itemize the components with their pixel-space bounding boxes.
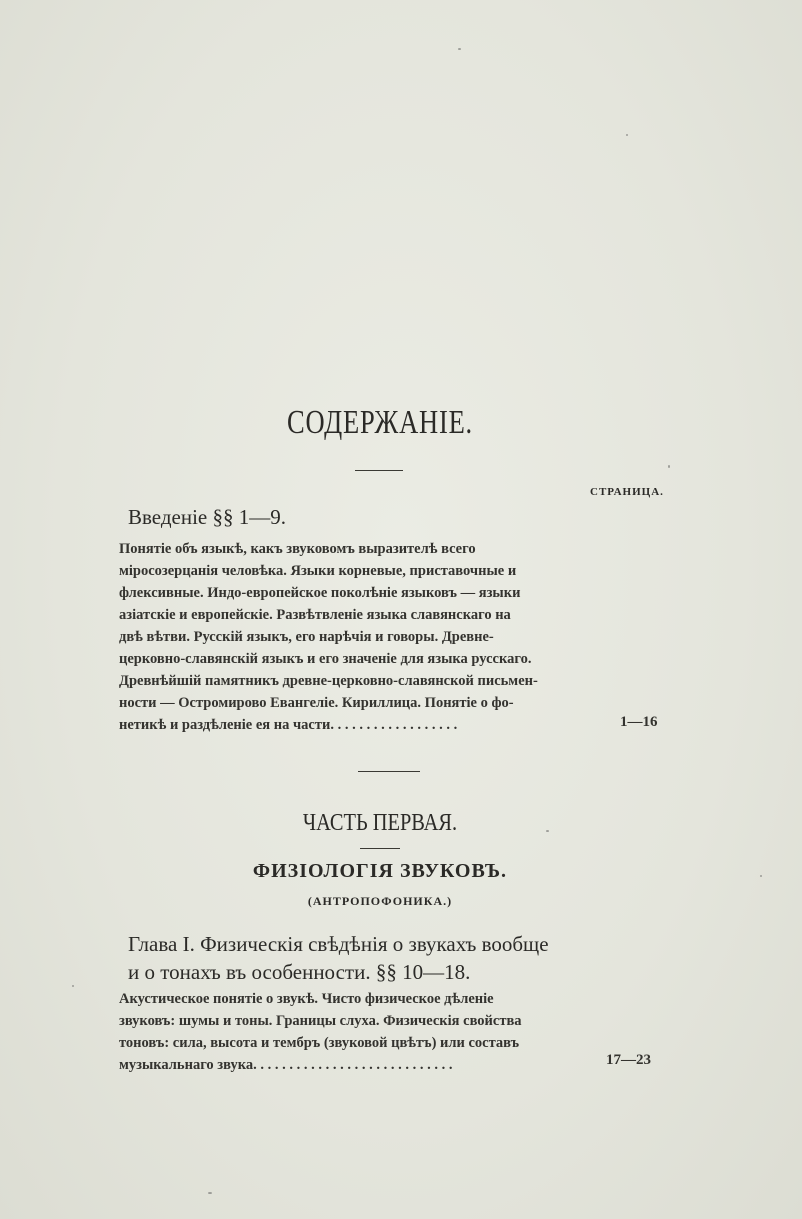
introduction-heading: Введеніе §§ 1—9. xyxy=(128,505,286,529)
page-column-label: СТРАНИЦА. xyxy=(590,486,664,498)
section-rule xyxy=(358,771,420,772)
title-rule xyxy=(355,470,403,471)
introduction-line: флексивные. Индо-европейское поколѣніе языковъ — языки xyxy=(119,585,521,601)
part-title-rule xyxy=(360,848,400,849)
introduction-text xyxy=(119,538,538,736)
introduction-line: двѣ вѣтви. Русскій языкъ, его нарѣчія и говоры. Древне- xyxy=(119,629,494,645)
chapter-heading-line: Глава I. Физическія свѣдѣнія о звукахъ вообще xyxy=(128,932,549,956)
paper-speck xyxy=(72,985,74,987)
paper-speck xyxy=(760,875,762,877)
chapter-line: Акустическое понятіе о звукѣ. Чисто физическое дѣленіе xyxy=(119,991,494,1007)
chapter-line: музыкальнаго звука. . . . . . . . . . . . . . . . . . . . . . . . . . . . xyxy=(119,1057,453,1073)
chapter-heading-line: и о тонахъ въ особенности. §§ 10—18. xyxy=(128,960,471,984)
chapter-line: звуковъ: шумы и тоны. Границы слуха. Физическія свойства xyxy=(119,1013,522,1029)
introduction-line: Понятіе объ языкѣ, какъ звуковомъ выразителѣ всего xyxy=(119,541,476,557)
part-one-note: (АНТРОПОФОНИКА.) xyxy=(307,894,453,908)
chapter-one-pages: 17—23 xyxy=(606,1052,651,1068)
introduction-line: Древнѣйшій памятникъ древне-церковно-славянской письмен- xyxy=(119,673,538,689)
part-one-subtitle: ФИЗІОЛОГІЯ ЗВУКОВЪ. xyxy=(252,860,508,882)
bleed-through-texture xyxy=(600,120,800,620)
contents-title: СОДЕРЖАНІЕ. xyxy=(287,404,473,441)
introduction-pages: 1—16 xyxy=(620,714,658,730)
chapter-one-heading xyxy=(128,930,549,986)
introduction-line: ности — Остромирово Евангеліе. Кириллица. Понятіе о фо- xyxy=(119,695,514,711)
chapter-line: тоновъ: сила, высота и тембръ (звуковой цвѣтъ) или составъ xyxy=(119,1035,520,1051)
chapter-one-text xyxy=(119,988,522,1076)
part-one-title: ЧАСТЬ ПЕРВАЯ. xyxy=(302,810,458,836)
paper-speck xyxy=(626,134,628,136)
introduction-line: азіатскіе и европейскіе. Развѣтвленіе языка славянскаго на xyxy=(119,607,511,623)
paper-speck xyxy=(208,1192,212,1194)
paper-speck xyxy=(546,830,549,832)
introduction-line: церковно-славянскій языкъ и его значеніе для языка русскаго. xyxy=(119,651,532,667)
introduction-line: нетикѣ и раздѣленіе ея на части. . . . . . . . . . . . . . . . . . xyxy=(119,717,458,733)
paper-speck xyxy=(668,465,670,468)
paper-speck xyxy=(458,48,461,50)
introduction-line: міросозерцанія человѣка. Языки корневые, приставочные и xyxy=(119,563,517,579)
